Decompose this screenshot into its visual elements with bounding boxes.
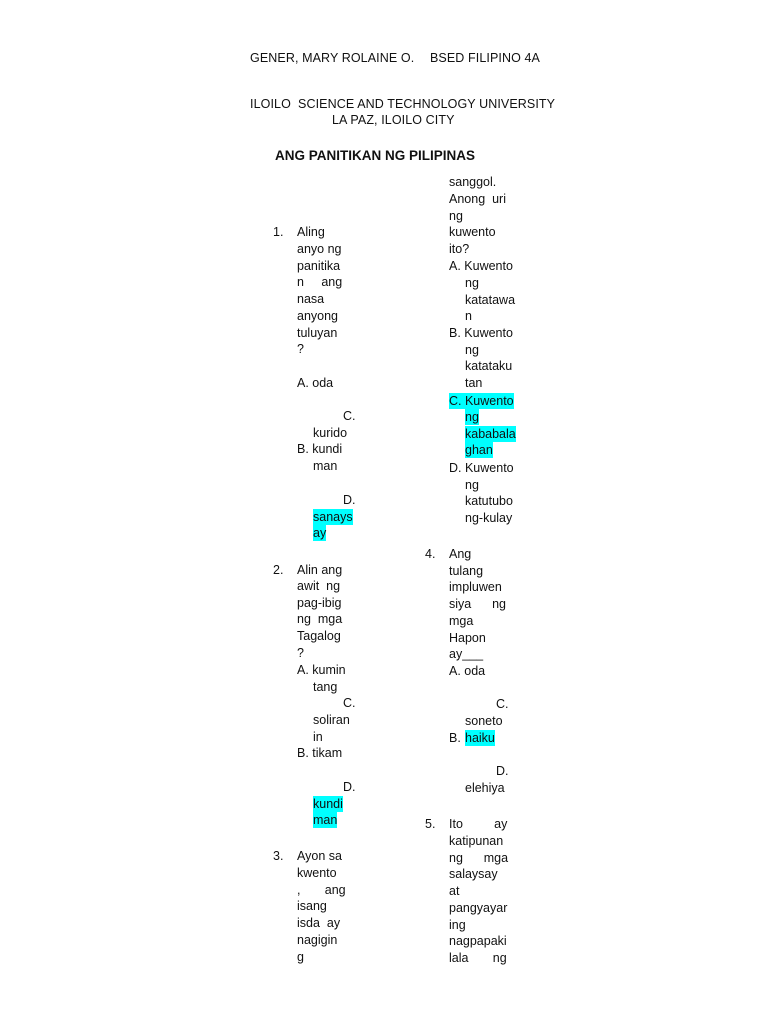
text-line: Tagalog bbox=[297, 629, 341, 643]
text-line: salaysay bbox=[449, 867, 498, 881]
text-line: siya ng bbox=[449, 597, 506, 611]
text-line: ito? bbox=[449, 242, 470, 256]
text-line: D. Kuwento bbox=[449, 461, 514, 475]
text-line: sanggol. bbox=[449, 175, 497, 189]
text-line: katataku bbox=[465, 359, 513, 373]
text-line: ng bbox=[465, 478, 479, 492]
text-line: ? bbox=[297, 646, 304, 660]
text-line: soliran bbox=[313, 713, 350, 727]
text-line: ng bbox=[465, 343, 479, 357]
text-line: D. bbox=[343, 780, 356, 794]
text-line: awit ng bbox=[297, 579, 341, 593]
text-line: katutubo bbox=[465, 494, 513, 508]
text-line: elehiya bbox=[465, 781, 505, 795]
text-line: anyo ng bbox=[297, 242, 342, 256]
text-line: Hapon bbox=[449, 631, 486, 645]
text-line: mga bbox=[449, 614, 474, 628]
text-line: , ang bbox=[297, 883, 346, 897]
text-line: soneto bbox=[465, 714, 503, 728]
text-line: katatawa bbox=[465, 293, 516, 307]
text-line: Ang bbox=[449, 547, 472, 561]
text-line: panitika bbox=[297, 259, 341, 273]
university-name: ILOILO SCIENCE AND TECHNOLOGY UNIVERSITY bbox=[250, 97, 556, 111]
text-line: Ito ay bbox=[449, 817, 508, 831]
text-line: nagigin bbox=[297, 933, 338, 947]
text-line: n bbox=[465, 309, 472, 323]
text-line: ay bbox=[313, 526, 327, 540]
text-line: sanays bbox=[313, 510, 353, 524]
text-line: nasa bbox=[297, 292, 325, 306]
text-line: 3. bbox=[273, 849, 284, 863]
text-line: ng bbox=[449, 209, 463, 223]
text-line: impluwen bbox=[449, 580, 502, 594]
text-line: haiku bbox=[465, 731, 495, 745]
text-line: ng mga bbox=[297, 612, 343, 626]
page-title: ANG PANITIKAN NG PILIPINAS bbox=[275, 148, 476, 163]
text-line: n ang bbox=[297, 275, 343, 289]
text-line: Aling bbox=[297, 225, 325, 239]
text-line: C. bbox=[343, 696, 356, 710]
text-line: B. tikam bbox=[297, 746, 343, 760]
text-line: C. bbox=[496, 697, 509, 711]
text-line: ? bbox=[297, 342, 304, 356]
text-line: isda ay bbox=[297, 916, 341, 930]
text-line: kuwento bbox=[449, 225, 496, 239]
text-line: D. bbox=[496, 764, 509, 778]
text-line: B. bbox=[449, 731, 465, 745]
text-line: at bbox=[449, 884, 460, 898]
text-line: lala ng bbox=[449, 951, 507, 965]
text-line: tuluyan bbox=[297, 326, 338, 340]
text-line: 1. bbox=[273, 225, 284, 239]
text-line: A. oda bbox=[449, 664, 486, 678]
text-line: 5. bbox=[425, 817, 436, 831]
text-line: A. oda bbox=[297, 376, 334, 390]
text-line: ng bbox=[465, 410, 479, 424]
text-line: tulang bbox=[449, 564, 484, 578]
text-line: anyong bbox=[297, 309, 339, 323]
text-line: katipunan bbox=[449, 834, 504, 848]
text-line: 4. bbox=[425, 547, 436, 561]
text-line: B. Kuwento bbox=[449, 326, 513, 340]
text-line: ing bbox=[449, 918, 466, 932]
text-line: isang bbox=[297, 899, 327, 913]
text-line: Ayon sa bbox=[297, 849, 342, 863]
text-line: pag-ibig bbox=[297, 596, 342, 610]
text-line: kurido bbox=[313, 426, 348, 440]
text-line: g bbox=[297, 950, 304, 964]
university-address: LA PAZ, ILOILO CITY bbox=[332, 113, 455, 127]
text-line: A. kumin bbox=[297, 663, 346, 677]
text-line: C. bbox=[343, 409, 356, 423]
text-line: B. kundi bbox=[297, 442, 343, 456]
text-line: Alin ang bbox=[297, 563, 343, 577]
text-line: man bbox=[313, 459, 338, 473]
text-line: tang bbox=[313, 680, 338, 694]
text-line: in bbox=[313, 730, 323, 744]
text-line: ng bbox=[465, 276, 479, 290]
text-line: ng-kulay bbox=[465, 511, 513, 525]
student-name: GENER, MARY ROLAINE O. bbox=[250, 51, 415, 65]
text-line: Anong uri bbox=[449, 192, 506, 206]
text-line: pangyayar bbox=[449, 901, 508, 915]
text-line: D. bbox=[343, 493, 356, 507]
text-line: kundi bbox=[313, 797, 343, 811]
text-line: 2. bbox=[273, 563, 284, 577]
course-label: BSED FILIPINO 4A bbox=[430, 51, 540, 65]
text-line: tan bbox=[465, 376, 483, 390]
text-line: ghan bbox=[465, 443, 493, 457]
text-line: ng mga bbox=[449, 851, 509, 865]
text-line: A. Kuwento bbox=[449, 259, 513, 273]
text-line: man bbox=[313, 813, 338, 827]
text-line: kababala bbox=[465, 427, 516, 441]
text-line: C. Kuwento bbox=[449, 394, 514, 408]
text-line: nagpapaki bbox=[449, 934, 507, 948]
text-line: ay___ bbox=[449, 647, 484, 661]
text-line: kwento bbox=[297, 866, 337, 880]
